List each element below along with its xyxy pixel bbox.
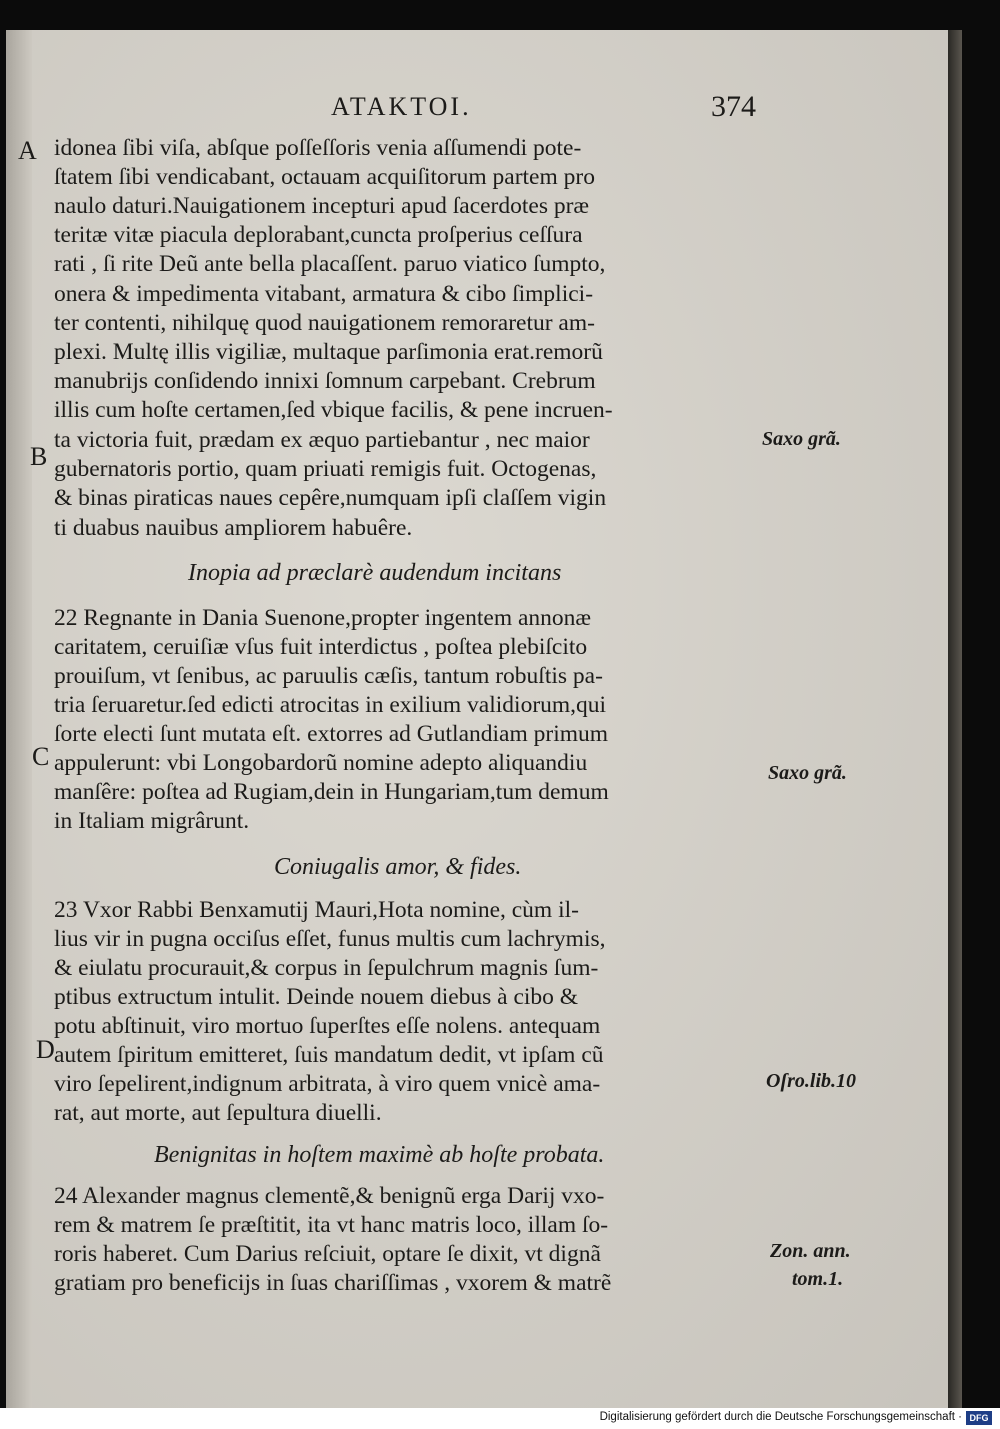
- text-line: gratiam pro beneficijs in ſuas chariſſimas , vxorem & matrẽ: [54, 1270, 612, 1296]
- section-heading: Inopia ad præclarè audendum incitans: [188, 560, 562, 586]
- dfg-logo-icon: DFG: [966, 1411, 992, 1425]
- text-line: manubrijs conſidendo innixi ſomnum carpebant. Crebrum: [54, 368, 596, 394]
- text-line: onera & impedimenta vitabant, armatura & cibo ſimplici-: [54, 281, 594, 307]
- page-gutter-shadow: [6, 30, 32, 1408]
- section-heading: Benignitas in hoſtem maximè ab hoſte probata.: [154, 1142, 605, 1168]
- page-number: 374: [711, 90, 756, 123]
- text-line: 22 Regnante in Dania Suenone,propter ingentem annonæ: [54, 605, 592, 631]
- margin-note: Oſro.lib.10: [766, 1070, 856, 1092]
- text-line: ti duabus nauibus ampliorem habuêre.: [54, 515, 413, 541]
- page-edge-shadow: [948, 30, 962, 1408]
- text-line: ſtatem ſibi vendicabant, octauam acquiſitorum partem pro: [54, 164, 595, 190]
- text-line: potu abſtinuit, viro mortuo ſuperſtes eſſe nolens. antequam: [54, 1013, 601, 1039]
- text-line: gubernatoris portio, quam priuati remigis fuit. Octogenas,: [54, 456, 597, 482]
- text-line: prouiſum, vt ſenibus, ac paruulis cæſis, tantum robuſtis pa-: [54, 663, 603, 689]
- text-line: rati , ſi rite Deũ ante bella placaſſent. paruo viatico ſumpto,: [54, 251, 606, 277]
- margin-note: tom.1.: [792, 1268, 844, 1290]
- margin-note: Zon. ann.: [770, 1240, 851, 1262]
- text-line: ſorte electi ſunt mutata eſt. extorres ad Gutlandiam primum: [54, 721, 609, 747]
- text-line: illis cum hoſte certamen,ſed vbique facilis, & pene incruen-: [54, 397, 613, 423]
- section-letter-a: A: [18, 136, 37, 165]
- text-line: & binas piraticas naues cepêre,numquam ipſi claſſem vigin: [54, 485, 607, 511]
- text-line: 23 Vxor Rabbi Benxamutij Mauri,Hota nomine, cùm il-: [54, 897, 579, 923]
- text-line: viro ſepelirent,indignum arbitrata, à viro quem vnicè ama-: [54, 1071, 601, 1097]
- funding-credit: Digitalisierung gefördert durch die Deutsche Forschungsgemeinschaft ·: [599, 1411, 962, 1423]
- text-line: roris haberet. Cum Darius reſciuit, optare ſe dixit, vt dignã: [54, 1241, 601, 1267]
- book-page: [6, 30, 948, 1408]
- text-line: lius vir in pugna occiſus eſſet, funus multis cum lachrymis,: [54, 926, 606, 952]
- text-line: in Italiam migrârunt.: [54, 808, 250, 834]
- text-line: manſêre: poſtea ad Rugiam,dein in Hungariam,tum demum: [54, 779, 609, 805]
- section-letter-c: C: [32, 742, 50, 771]
- text-line: 24 Alexander magnus clementẽ,& benignũ erga Darij vxo-: [54, 1183, 605, 1209]
- text-line: ta victoria fuit, prædam ex æquo partiebantur , nec maior: [54, 427, 590, 453]
- section-letter-b: B: [30, 442, 48, 471]
- text-line: idonea ſibi viſa, abſque poſſeſſoris venia aſſumendi pote-: [54, 135, 582, 161]
- text-line: tria ſeruaretur.ſed edicti atrocitas in exilium validiorum,qui: [54, 692, 607, 718]
- text-line: ptibus extructum intulit. Deinde nouem diebus à cibo &: [54, 984, 579, 1010]
- section-heading: Coniugalis amor, & fides.: [274, 854, 522, 880]
- text-line: & eiulatu procurauit,& corpus in ſepulchrum magnis ſum-: [54, 955, 599, 981]
- text-line: appulerunt: vbi Longobardorũ nomine adepto aliquandiu: [54, 750, 588, 776]
- text-line: rat, aut morte, aut ſepultura diuelli.: [54, 1100, 382, 1126]
- margin-note: Saxo grã.: [768, 762, 847, 784]
- text-line: caritatem, ceruiſiæ vſus fuit interdictus , poſtea plebiſcito: [54, 634, 588, 660]
- text-line: autem ſpiritum emitteret, ſuis mandatum dedit, vt ipſam cũ: [54, 1042, 604, 1068]
- margin-note: Saxo grã.: [762, 428, 841, 450]
- text-line: teritæ vitæ piacula deplorabant,cuncta proſperius ceſſura: [54, 222, 583, 248]
- section-letter-d: D: [36, 1035, 55, 1064]
- text-line: plexi. Multę illis vigiliæ, multaque parſimonia erat.remorũ: [54, 339, 603, 365]
- text-line: rem & matrem ſe præſtitit, ita vt hanc matris loco, illam ſo-: [54, 1212, 609, 1238]
- footer-bar: [0, 1408, 1000, 1429]
- text-line: naulo daturi.Nauigationem incepturi apud ſacerdotes præ: [54, 193, 590, 219]
- running-head: ATAKTOI.: [331, 92, 472, 121]
- text-line: ter contenti, nihilquę quod nauigationem remoraretur am-: [54, 310, 595, 336]
